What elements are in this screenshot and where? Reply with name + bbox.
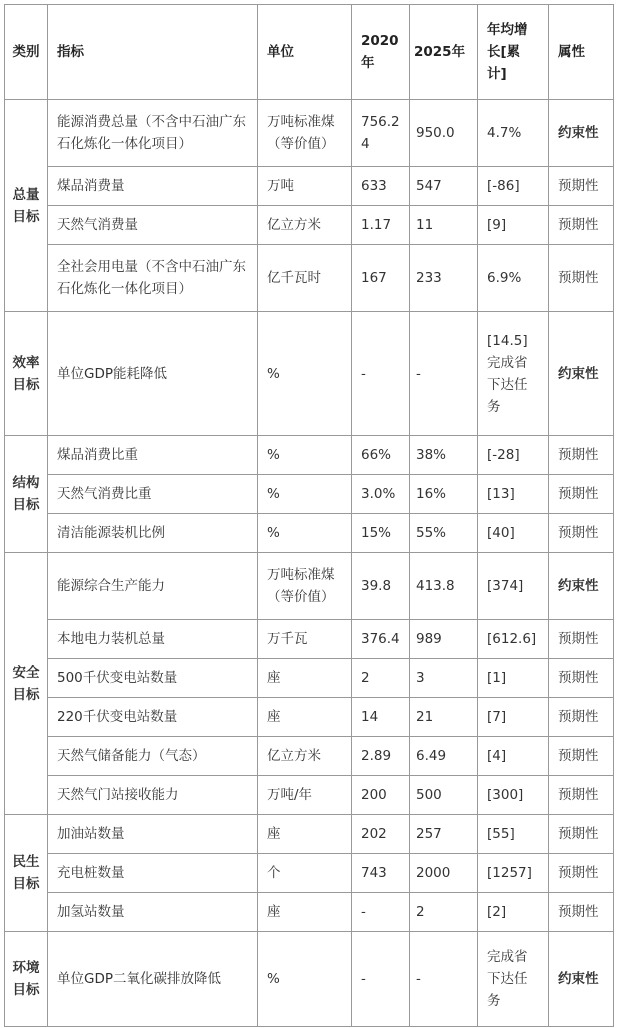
unit-cell: 亿立方米 <box>258 737 352 776</box>
table-row <box>5 620 614 659</box>
growth-cell: [612.6] <box>478 620 549 659</box>
indicator-cell: 清洁能源装机比例 <box>48 514 258 553</box>
indicator-cell: 本地电力装机总量 <box>48 620 258 659</box>
growth-cell: [40] <box>478 514 549 553</box>
growth-cell: 4.7% <box>478 100 549 167</box>
value-2025-cell: 233 <box>410 245 478 312</box>
growth-cell: [1] <box>478 659 549 698</box>
attribute-cell: 预期性 <box>549 854 614 893</box>
unit-cell: 万吨 <box>258 167 352 206</box>
header-row <box>5 5 614 100</box>
table-row <box>5 815 614 854</box>
table-row <box>5 854 614 893</box>
indicator-cell: 能源消费总量（不含中石油广东石化炼化一体化项目） <box>48 100 258 167</box>
growth-cell: 完成省下达任务 <box>478 932 549 1027</box>
attribute-cell: 预期性 <box>549 167 614 206</box>
value-2025-cell: 3 <box>410 659 478 698</box>
header-indicator: 指标 <box>48 5 258 100</box>
value-2025-cell: 500 <box>410 776 478 815</box>
value-2020-cell: 743 <box>352 854 410 893</box>
unit-cell: 座 <box>258 698 352 737</box>
unit-cell: 亿千瓦时 <box>258 245 352 312</box>
value-2020-cell: 2.89 <box>352 737 410 776</box>
indicator-cell: 220千伏变电站数量 <box>48 698 258 737</box>
value-2020-cell: 202 <box>352 815 410 854</box>
attribute-cell: 约束性 <box>549 932 614 1027</box>
indicator-cell: 天然气消费量 <box>48 206 258 245</box>
indicator-cell: 天然气储备能力（气态） <box>48 737 258 776</box>
table-row <box>5 776 614 815</box>
header-growth: 年均增长[累计] <box>478 5 549 100</box>
value-2025-cell: 257 <box>410 815 478 854</box>
growth-cell: [374] <box>478 553 549 620</box>
growth-cell: [2] <box>478 893 549 932</box>
unit-cell: % <box>258 514 352 553</box>
value-2020-cell: - <box>352 893 410 932</box>
indicator-cell: 天然气门站接收能力 <box>48 776 258 815</box>
value-2020-cell: - <box>352 312 410 436</box>
attribute-cell: 预期性 <box>549 776 614 815</box>
value-2025-cell: 2000 <box>410 854 478 893</box>
category-cell: 总量目标 <box>5 100 48 312</box>
unit-cell: % <box>258 475 352 514</box>
value-2025-cell: 989 <box>410 620 478 659</box>
growth-cell: [-86] <box>478 167 549 206</box>
unit-cell: 个 <box>258 854 352 893</box>
value-2020-cell: 2 <box>352 659 410 698</box>
growth-cell: [7] <box>478 698 549 737</box>
table-row <box>5 737 614 776</box>
growth-cell: [-28] <box>478 436 549 475</box>
attribute-cell: 预期性 <box>549 436 614 475</box>
unit-cell: 座 <box>258 893 352 932</box>
attribute-cell: 预期性 <box>549 475 614 514</box>
unit-cell: % <box>258 932 352 1027</box>
value-2020-cell: 200 <box>352 776 410 815</box>
indicator-cell: 加氢站数量 <box>48 893 258 932</box>
growth-cell: 6.9% <box>478 245 549 312</box>
indicator-cell: 能源综合生产能力 <box>48 553 258 620</box>
attribute-cell: 预期性 <box>549 245 614 312</box>
value-2020-cell: 39.8 <box>352 553 410 620</box>
value-2025-cell: 2 <box>410 893 478 932</box>
value-2025-cell: 950.0 <box>410 100 478 167</box>
indicator-cell: 煤品消费量 <box>48 167 258 206</box>
value-2020-cell: 756.24 <box>352 100 410 167</box>
table-row <box>5 312 614 436</box>
table-row <box>5 698 614 737</box>
value-2025-cell: 6.49 <box>410 737 478 776</box>
unit-cell: 亿立方米 <box>258 206 352 245</box>
category-cell: 环境目标 <box>5 932 48 1027</box>
indicator-cell: 单位GDP二氧化碳排放降低 <box>48 932 258 1027</box>
value-2025-cell: - <box>410 312 478 436</box>
growth-cell: [55] <box>478 815 549 854</box>
category-cell: 效率目标 <box>5 312 48 436</box>
value-2020-cell: 167 <box>352 245 410 312</box>
value-2020-cell: 633 <box>352 167 410 206</box>
value-2020-cell: 376.4 <box>352 620 410 659</box>
attribute-cell: 约束性 <box>549 312 614 436</box>
value-2020-cell: 14 <box>352 698 410 737</box>
table-row <box>5 167 614 206</box>
indicator-cell: 天然气消费比重 <box>48 475 258 514</box>
value-2025-cell: 11 <box>410 206 478 245</box>
table-row <box>5 436 614 475</box>
value-2025-cell: 55% <box>410 514 478 553</box>
table-row <box>5 206 614 245</box>
attribute-cell: 预期性 <box>549 620 614 659</box>
unit-cell: 万吨/年 <box>258 776 352 815</box>
growth-cell: [300] <box>478 776 549 815</box>
indicator-cell: 500千伏变电站数量 <box>48 659 258 698</box>
header-attribute: 属性 <box>549 5 614 100</box>
attribute-cell: 预期性 <box>549 737 614 776</box>
growth-cell: [4] <box>478 737 549 776</box>
value-2025-cell: - <box>410 932 478 1027</box>
value-2025-cell: 16% <box>410 475 478 514</box>
attribute-cell: 预期性 <box>549 206 614 245</box>
value-2020-cell: 3.0% <box>352 475 410 514</box>
table-row <box>5 659 614 698</box>
category-cell: 结构目标 <box>5 436 48 553</box>
growth-cell: [14.5]完成省下达任务 <box>478 312 549 436</box>
attribute-cell: 预期性 <box>549 893 614 932</box>
attribute-cell: 预期性 <box>549 698 614 737</box>
unit-cell: 万千瓦 <box>258 620 352 659</box>
value-2025-cell: 38% <box>410 436 478 475</box>
unit-cell: % <box>258 312 352 436</box>
unit-cell: % <box>258 436 352 475</box>
category-cell: 安全目标 <box>5 553 48 815</box>
unit-cell: 座 <box>258 659 352 698</box>
value-2020-cell: 1.17 <box>352 206 410 245</box>
table-body <box>5 100 614 1027</box>
indicator-cell: 全社会用电量（不含中石油广东石化炼化一体化项目） <box>48 245 258 312</box>
attribute-cell: 预期性 <box>549 514 614 553</box>
unit-cell: 万吨标准煤（等价值） <box>258 553 352 620</box>
table-row <box>5 245 614 312</box>
value-2020-cell: 66% <box>352 436 410 475</box>
table-row <box>5 893 614 932</box>
table-row <box>5 100 614 167</box>
unit-cell: 万吨标准煤（等价值） <box>258 100 352 167</box>
value-2020-cell: 15% <box>352 514 410 553</box>
table-row <box>5 475 614 514</box>
attribute-cell: 预期性 <box>549 659 614 698</box>
table-row <box>5 514 614 553</box>
indicator-cell: 单位GDP能耗降低 <box>48 312 258 436</box>
indicator-cell: 充电桩数量 <box>48 854 258 893</box>
value-2025-cell: 413.8 <box>410 553 478 620</box>
growth-cell: [13] <box>478 475 549 514</box>
growth-cell: [9] <box>478 206 549 245</box>
attribute-cell: 约束性 <box>549 553 614 620</box>
attribute-cell: 约束性 <box>549 100 614 167</box>
header-category: 类别 <box>5 5 48 100</box>
energy-targets-table <box>4 4 614 1027</box>
attribute-cell: 预期性 <box>549 815 614 854</box>
table-row <box>5 553 614 620</box>
header-2025: 2025年 <box>410 5 478 100</box>
indicator-cell: 煤品消费比重 <box>48 436 258 475</box>
indicator-cell: 加油站数量 <box>48 815 258 854</box>
category-cell: 民生目标 <box>5 815 48 932</box>
value-2020-cell: - <box>352 932 410 1027</box>
header-unit: 单位 <box>258 5 352 100</box>
value-2025-cell: 547 <box>410 167 478 206</box>
value-2025-cell: 21 <box>410 698 478 737</box>
unit-cell: 座 <box>258 815 352 854</box>
growth-cell: [1257] <box>478 854 549 893</box>
header-2020: 2020年 <box>352 5 410 100</box>
table-row <box>5 932 614 1027</box>
